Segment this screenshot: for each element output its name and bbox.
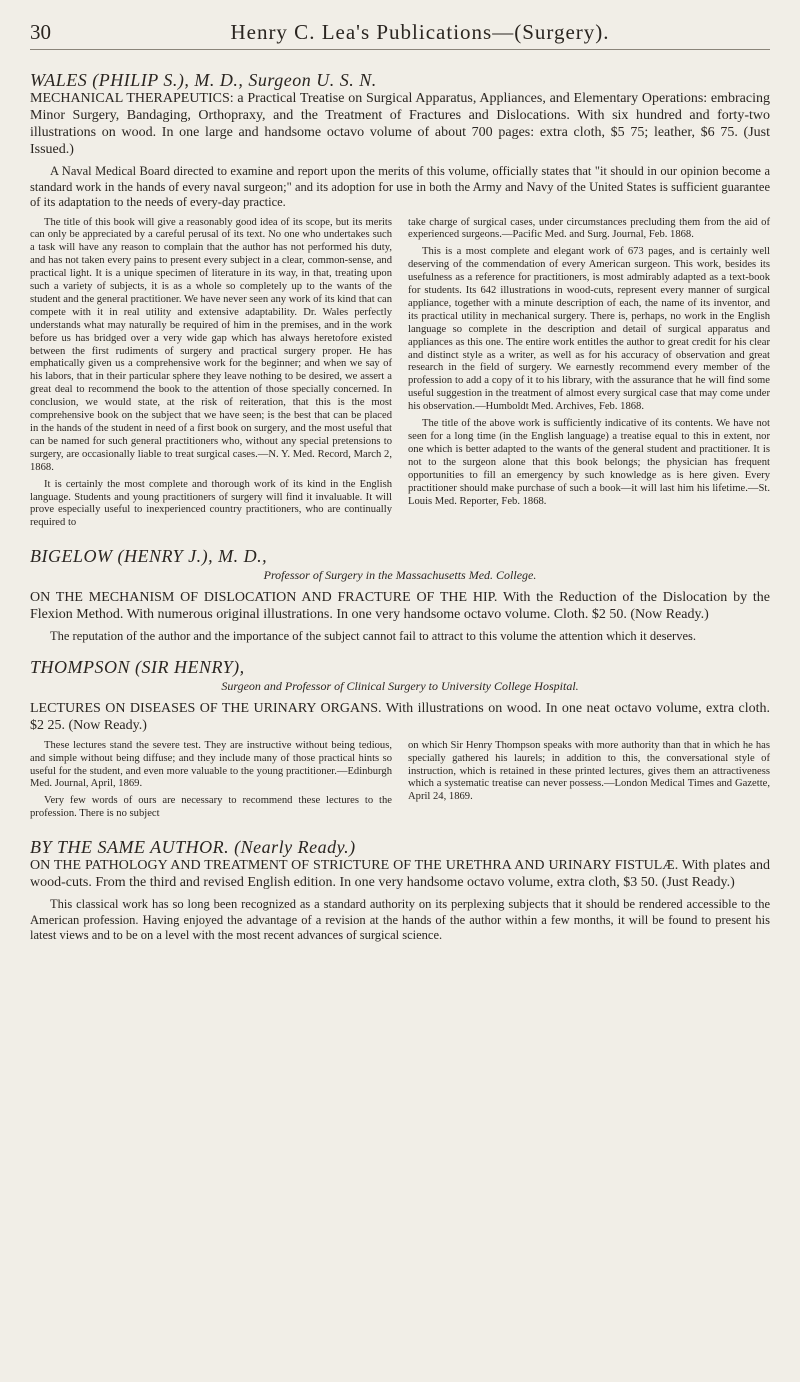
running-title: Henry C. Lea's Publications—(Surgery).	[230, 20, 610, 44]
review-columns	[30, 217, 770, 535]
book-description: ON THE MECHANISM OF DISLOCATION AND FRACTURE OF THE HIP. With the Reduction of the Dislocation by the Flexion Method. With numerous original illustrations. In one very handsome octavo volume. Cloth. $2 50. (Now Ready.)	[30, 590, 770, 623]
review-paragraph: The title of this book will give a reasonably good idea of its scope, but its merits can only be appreciated by a careful perusal of its text. No one who undertakes such a task will have any reason to complain that the author has not performed his duty, and has not taken every pains to present every subject in a clear, common-sense, and practical light. It is a unique specimen of literature in its way, in that, treating upon such a variety of subjects, it is as a whole so completely up to the wants of the student and the general practitioner. We have never seen any work of its kind that can compete with it in real utility and extensive adaptability. Dr. Wales perfectly understands what may naturally be required of him in the premises, and in the work before us has bridged over a very wide gap which has always heretofore existed between the first rudiments of surgery and practical surgery proper. He has emphatically given us a comprehensive work for the beginner; and when we say of his labors, that in their particular sphere they leave nothing to be desired, we assert a great deal to recommend the book to the attention of those specially concerned. In conclusion, we would state, at the risk of reiteration, that this is the most comprehensive book on the subject that we have seen; is the best that can be placed in the hands of the student in need of a first book on surgery, and the most useful that can be named for such general practitioners who, without any special pretensions to surgery, are occasionally liable to treat surgical cases.—N. Y. Med. Record, March 2, 1868.	[30, 216, 392, 473]
review-paragraph: The title of the above work is sufficiently indicative of its contents. We have not seen for a long time (in the English language) a treatise equal to this in extent, nor one which is better adapted to the wants of the general student and practitioner. It is not to the surgeon alone that this book belongs; the physician has frequent opportunities to fill an emergency by such knowledge as is here given. Every practitioner should make purchase of such a book—it will last him his lifetime.—St. Louis Med. Reporter, Feb. 1868.	[408, 418, 770, 507]
author-position: Surgeon and Professor of Clinical Surgery to University College Hospital.	[221, 678, 579, 693]
review-column-right	[408, 217, 770, 535]
author-position: Professor of Surgery in the Massachusetts Med. College.	[263, 568, 537, 583]
document-page	[30, 0, 770, 944]
review-paragraph: It is certainly the most complete and thorough work of its kind in the English language. Students and young practitioners of surgery will find it invaluable. It will prove especially useful to inexperienced country practitioners, who are continually required to	[30, 478, 392, 529]
running-head	[30, 20, 770, 50]
author-heading: BIGELOW (HENRY J.), M. D.,	[30, 546, 268, 567]
review-column-left	[30, 740, 392, 825]
entry-thompson-stricture	[30, 837, 770, 944]
entry-bigelow	[30, 546, 770, 645]
book-description: ON THE PATHOLOGY AND TREATMENT OF STRICTURE OF THE URETHRA AND URINARY FISTULÆ. With plates and wood-cuts. From the third and revised English edition. In one very handsome octavo volume, extra cloth, $3 50. (Just Ready.)	[30, 858, 770, 891]
review-paragraph: on which Sir Henry Thompson speaks with more authority than that in which he has specially gathered his laurels; in addition to this, the conversational style of instruction, which is retained in these printed lectures, gives them an attractiveness which a systematic treatise can never possess.—London Medical Times and Gazette, April 24, 1869.	[408, 739, 770, 803]
review-paragraph: Very few words of ours are necessary to recommend these lectures to the profession. There is no subject	[30, 795, 392, 820]
author-heading: THOMPSON (SIR HENRY),	[30, 656, 245, 677]
entry-wales	[30, 70, 770, 534]
review-columns	[30, 740, 770, 825]
notice-paragraph: The reputation of the author and the importance of the subject cannot fail to attract to this volume the attention which it deserves.	[50, 629, 696, 644]
review-paragraph: take charge of surgical cases, under circumstances precluding them from the aid of experienced surgeons.—Pacific Med. and Surg. Journal, Feb. 1868.	[408, 216, 770, 241]
page-number: 30	[30, 20, 51, 44]
review-column-right	[408, 740, 770, 825]
review-paragraph: This is a most complete and elegant work of 673 pages, and is certainly well deserving of the commendation of every American surgeon. This work, besides its usefulness as a reference for practitioners, is most admirably adapted as a text-book for students. Its 642 illustrations in wood-cuts, represent every manner of surgical appliance, together with a minute description of each, the name of its inventor, and its practical utility in mechanical surgery. There is, perhaps, no work in the English language so complete in the description and detail of surgical apparatus and appliances as this one. The entire work entitles the author to great credit for his clear and distinct style as a writer, as well as for his accuracy of observation and great research in the field of surgery. We earnestly recommend every member of the profession to add a copy of it to his library, with the assurance that he will find some useful suggestion in the treatment of almost every surgical case that may come under his observation.—Humboldt Med. Archives, Feb. 1868.	[408, 246, 770, 413]
review-paragraph: These lectures stand the severe test. They are instructive without being tedious, and simple without being diffuse; and they include many of those practical hints so useful for the student, and even more valuable to the young practitioner.—Edinburgh Med. Journal, April, 1869.	[30, 739, 392, 790]
book-description: LECTURES ON DISEASES OF THE URINARY ORGANS. With illustrations on wood. In one neat octavo volume, extra cloth. $2 25. (Now Ready.)	[30, 700, 770, 733]
author-heading: BY THE SAME AUTHOR. (Nearly Ready.)	[30, 837, 356, 858]
author-heading: WALES (PHILIP S.), M. D., Surgeon U. S. N.	[30, 70, 377, 90]
notice-paragraph: A Naval Medical Board directed to examine and report upon the merits of this volume, officially states that "it should in our opinion become a standard work in the hands of every naval surgeon;" and its adoption for use in both the Army and Navy of the United States is sufficient guarantee of its adaptation to the needs of every-day practice.	[30, 164, 770, 209]
entry-thompson	[30, 657, 770, 825]
notice-paragraph: This classical work has so long been recognized as a standard authority on its perplexing subjects that it should be rendered accessible to the American profession. Having enjoyed the advantage of a revision at the hands of the author within a few months, it will be found to present his latest views and to be on a level with the most recent advances of surgical science.	[30, 897, 770, 943]
book-description: MECHANICAL THERAPEUTICS: a Practical Treatise on Surgical Apparatus, Appliances, and Elementary Operations: embracing Minor Surgery, Bandaging, Orthopraxy, and the Treatment of Fractures and Dislocations. With six hundred and forty-two illustrations on wood. In one large and handsome octavo volume of about 700 pages: extra cloth, $5 75; leather, $6 75. (Just Issued.)	[30, 91, 770, 157]
review-column-left	[30, 217, 392, 535]
